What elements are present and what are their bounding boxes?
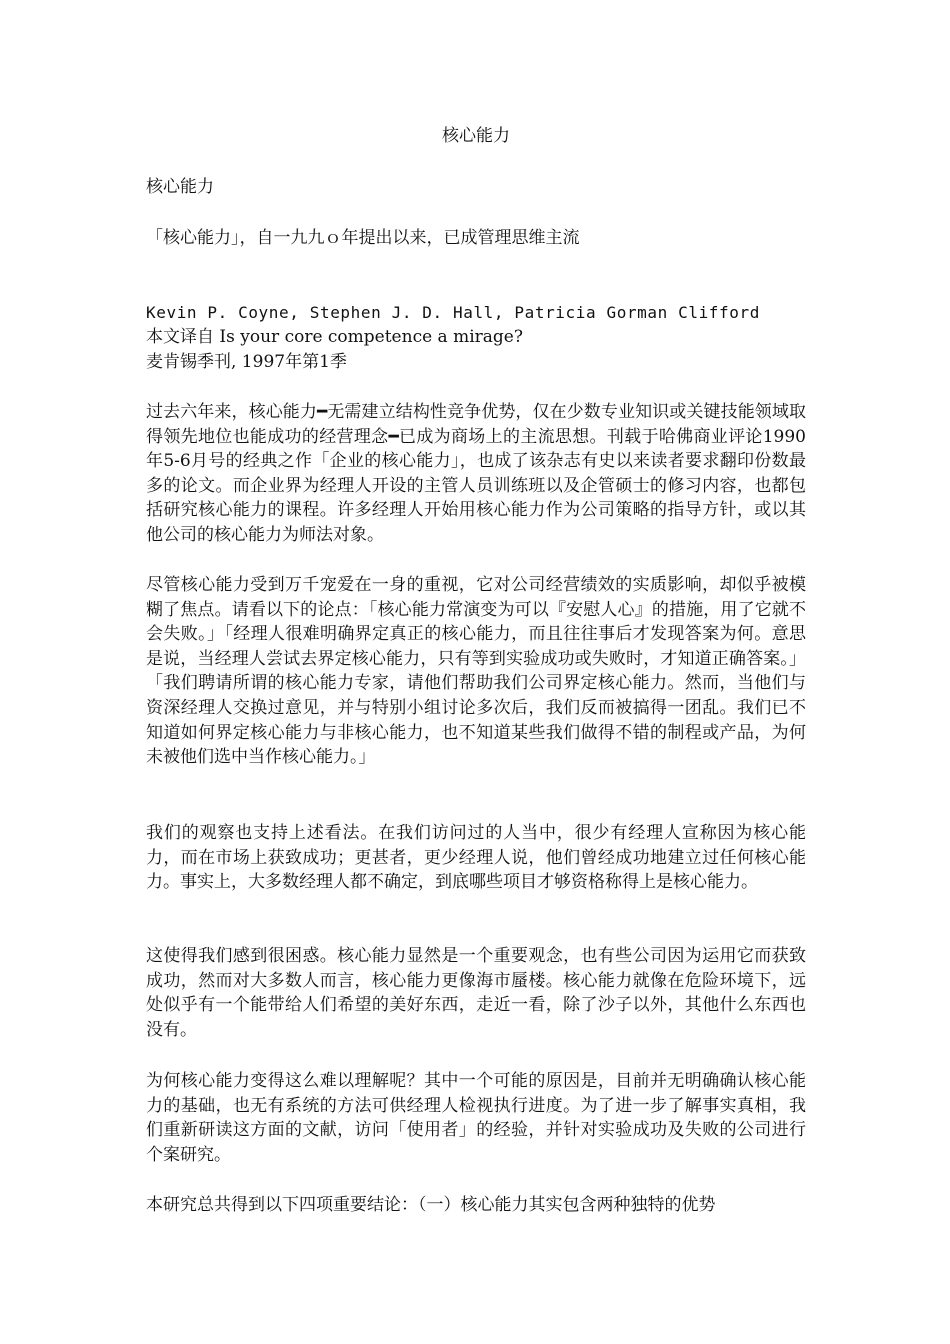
body-paragraph-3: 我们的观察也支持上述看法。在我们访问过的人当中，很少有经理人宣称因为核心能力，而在市场上获致成功；更甚者，更少经理人说，他们曾经成功地建立过任何核心能力。事实上，大多数经理人都不确定，到底哪些项目才够资格称得上是核心能力。 <box>146 823 806 893</box>
body-paragraph-6: 本研究总共得到以下四项重要结论：（一）核心能力其实包含两种独特的优势 <box>146 1195 716 1215</box>
document-tagline: 「核心能力」，自一九九ｏ年提出以来，已成管理思维主流 <box>146 228 580 248</box>
body-paragraph-1: 过去六年来，核心能力━无需建立结构性竞争优势，仅在少数专业知识或关键技能领域取得领先地位也能成功的经营理念━已成为商场上的主流思想。刊载于哈佛商业评论1990年5-6月号的经典之作「企业的核心能力」，也成了该杂志有史以来读者要求翻印份数最多的论文。而企业界为经理人开设的主管人员训练班以及企管硕士的修习内容，也都包括研究核心能力的课程。许多经理人开始用核心能力作为公司策略的指导方针，或以其他公司的核心能力为师法对象。 <box>146 402 806 545</box>
document-title: 核心能力 <box>442 126 510 146</box>
translation-note: 本文译自 Is your core competence a mirage? <box>146 327 523 347</box>
body-paragraph-5: 为何核心能力变得这么难以理解呢？其中一个可能的原因是，目前并无明确确认核心能力的基础，也无有系统的方法可供经理人检视执行进度。为了进一步了解事实真相，我们重新研读这方面的文献，访问「使用者」的经验，并针对实验成功及失败的公司进行个案研究。 <box>146 1071 806 1165</box>
authors-line: Kevin P. Coyne, Stephen J. D. Hall, Patricia Gorman Clifford <box>146 303 760 322</box>
document-subtitle: 核心能力 <box>146 177 214 197</box>
body-paragraph-2: 尽管核心能力受到万千宠爱在一身的重视，它对公司经营绩效的实质影响，却似乎被模糊了焦点。请看以下的论点：「核心能力常演变为可以『安慰人心』的措施，用了它就不会失败。」「经理人很难明确界定真正的核心能力，而且往往事后才发现答案为何。意思是说，当经理人尝试去界定核心能力，只有等到实验成功或失败时，才知道正确答案。」「我们聘请所谓的核心能力专家，请他们帮助我们公司界定核心能力。然而，当他们与资深经理人交换过意见，并与特别小组讨论多次后，我们反而被搞得一团乱。我们已不知道如何界定核心能力与非核心能力，也不知道某些我们做得不错的制程或产品，为何未被他们选中当作核心能力。」 <box>146 575 806 768</box>
document-page <box>146 0 806 1344</box>
source-line: 麦肯锡季刊, 1997年第1季 <box>146 352 347 372</box>
body-paragraph-4: 这使得我们感到很困惑。核心能力显然是一个重要观念，也有些公司因为运用它而获致成功，然而对大多数人而言，核心能力更像海市蜃楼。核心能力就像在危险环境下，远处似乎有一个能带给人们希望的美好东西，走近一看，除了沙子以外，其他什么东西也没有。 <box>146 946 806 1040</box>
